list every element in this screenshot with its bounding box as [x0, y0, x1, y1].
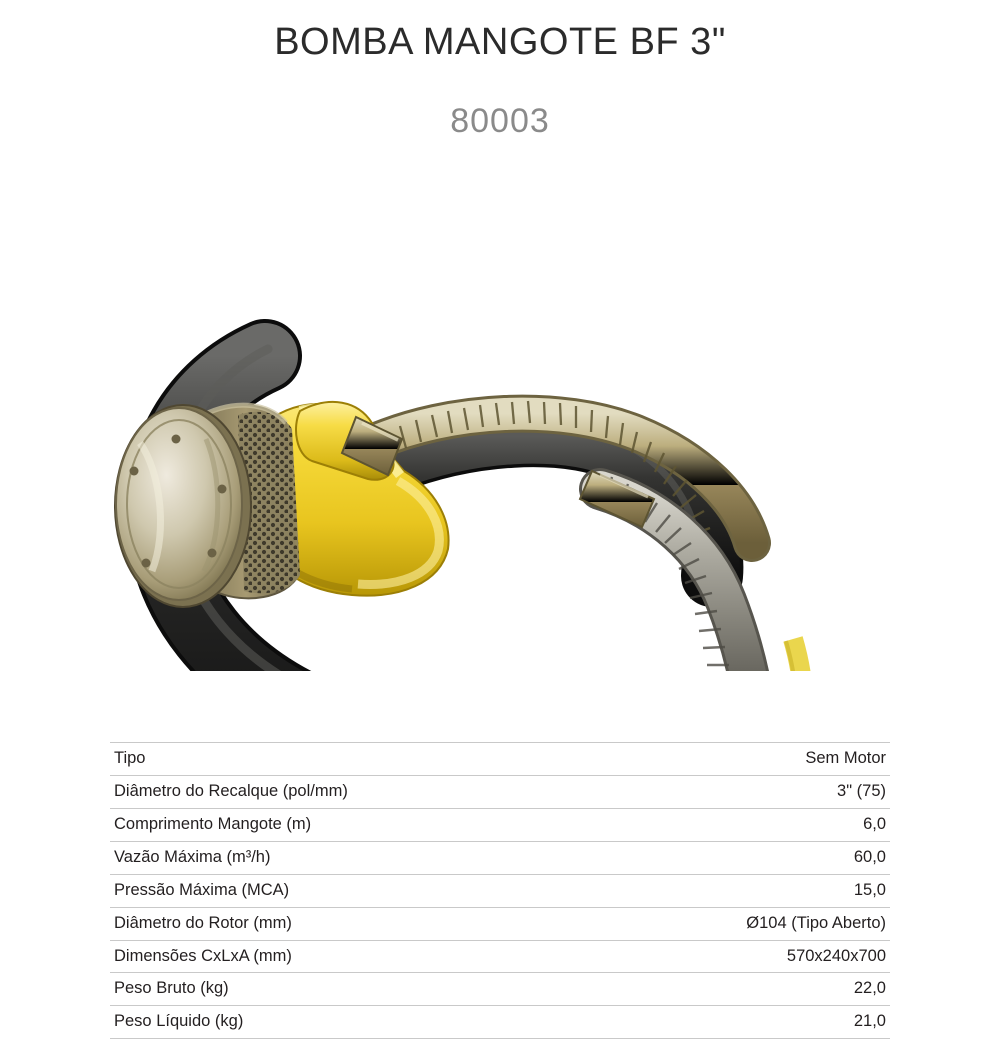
specifications-table-body — [110, 743, 890, 1039]
page-title: BOMBA MANGOTE BF 3" — [274, 21, 726, 63]
spec-value: 3" (75) — [837, 781, 886, 800]
table-row — [110, 1006, 890, 1039]
specifications-section — [110, 742, 890, 1039]
table-row — [110, 808, 890, 841]
table-row — [110, 874, 890, 907]
spec-value: 15,0 — [853, 880, 886, 899]
spec-value: 6,0 — [863, 814, 886, 833]
table-row — [110, 940, 890, 973]
spec-value: 60,0 — [853, 847, 886, 866]
spec-value: Sem Motor — [805, 749, 886, 767]
product-code: 80003 — [450, 101, 550, 140]
spec-value: 570x240x700 — [786, 946, 886, 965]
spec-value: 22,0 — [853, 979, 886, 998]
page-header — [0, 0, 1000, 141]
table-row — [110, 973, 890, 1006]
product-image — [0, 171, 1000, 671]
spec-label: Diâmetro do Recalque (pol/mm) — [114, 781, 348, 800]
spec-label: Diâmetro do Rotor (mm) — [114, 913, 292, 932]
table-row — [110, 743, 890, 776]
table-row — [110, 907, 890, 940]
filter-cap — [115, 405, 251, 607]
table-row — [110, 775, 890, 808]
spec-label: Dimensões CxLxA (mm) — [114, 946, 292, 965]
spec-value: 21,0 — [853, 1012, 886, 1031]
product-illustration — [0, 171, 1000, 671]
spec-label: Comprimento Mangote (m) — [114, 814, 312, 833]
spec-value: Ø104 (Tipo Aberto) — [746, 913, 886, 932]
spec-label: Pressão Máxima (MCA) — [114, 880, 290, 899]
table-row — [110, 841, 890, 874]
spec-label: Peso Líquido (kg) — [114, 1012, 244, 1031]
spec-label: Peso Bruto (kg) — [114, 979, 229, 998]
specifications-table — [110, 742, 890, 1039]
spec-label: Tipo — [114, 749, 146, 767]
spec-label: Vazão Máxima (m³/h) — [114, 847, 271, 866]
